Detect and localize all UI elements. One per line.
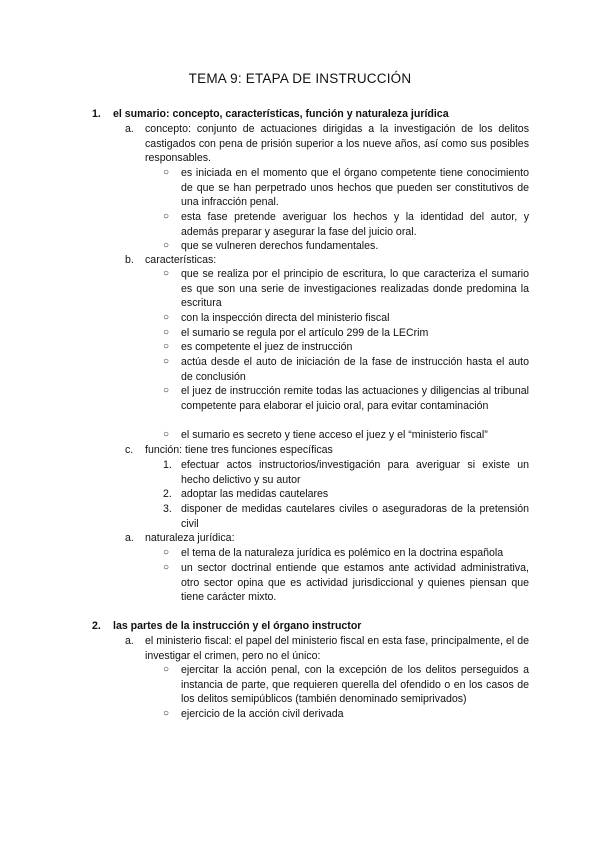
section-heading-1 [92, 107, 512, 122]
bullet-item: ○ es competente el juez de instrucción [163, 341, 353, 353]
list-item-naturaleza: a. naturaleza jurídica: [125, 532, 235, 544]
circle-bullet-icon: ○ [163, 664, 170, 675]
bullet-item: ○ el sumario es secreto y tiene acceso el juez y el “ministerio fiscal” [163, 429, 488, 441]
circle-bullet-icon: ○ [163, 240, 170, 251]
bullet-item: ○ el sumario se regula por el artículo 299 de la LECrim [163, 327, 429, 339]
circle-bullet-icon: ○ [163, 268, 170, 279]
list-item-caracteristicas: b. características: [125, 254, 217, 266]
section-number: 1. [92, 108, 101, 120]
section-number: 2. [92, 620, 101, 632]
circle-bullet-icon: ○ [163, 708, 170, 719]
section-title: el sumario: concepto, características, función y naturaleza jurídica [113, 108, 449, 120]
section-title: las partes de la instrucción y el órgano instructor [113, 620, 362, 632]
circle-bullet-icon: ○ [163, 385, 170, 396]
circle-bullet-icon: ○ [163, 562, 170, 573]
list-item-ministerio-fiscal: a. el ministerio fiscal: el papel del ministerio fiscal en esta fase, principalmente, el de investigar el crimen, pero no el único: [125, 635, 529, 662]
circle-bullet-icon: ○ [163, 356, 170, 367]
circle-bullet-icon: ○ [163, 211, 170, 222]
list-item-concepto: a. concepto: conjunto de actuaciones dirigidas a la investigación de los delitos castigados con pena de prisión superior a los nueve años, así como sus posibles responsables. [125, 123, 529, 165]
bullet-item: ○ que se realiza por el principio de escritura, lo que caracteriza el sumario es que son una serie de investigaciones realizadas donde predomina la escritura [163, 268, 529, 310]
bullet-item: ○ con la inspección directa del ministerio fiscal [163, 312, 390, 324]
bullet-item: ○ ejercitar la acción penal, con la excepción de los delitos perseguidos a instancia de parte, que requieren querella del ofendido o en los casos de los delitos semipúblicos (también denominado semiprivados) [163, 664, 529, 706]
bullet-item: ○ es iniciada en el momento que el órgano competente tiene conocimiento de que se han perpetrado unos hechos que pueden ser constitutivos de una infracción penal. [163, 167, 529, 209]
circle-bullet-icon: ○ [163, 312, 170, 323]
bullet-item: ○ ejercicio de la acción civil derivada [163, 708, 344, 720]
circle-bullet-icon: ○ [163, 429, 170, 440]
bullet-item: ○ actúa desde el auto de iniciación de la fase de instrucción hasta el auto de conclusión [163, 356, 529, 383]
bullet-item: ○ un sector doctrinal entiende que estamos ante actividad administrativa, otro sector opina que es actividad jurisdiccional y quienes piensan que tiene carácter mixto. [163, 562, 529, 604]
bullet-item: ○ que se vulneren derechos fundamentales. [163, 240, 379, 252]
circle-bullet-icon: ○ [163, 167, 170, 178]
bullet-item: ○ el tema de la naturaleza jurídica es polémico en la doctrina española [163, 547, 504, 559]
section-heading-2 [92, 619, 512, 634]
numbered-item: 3. disponer de medidas cautelares civiles o aseguradoras de la pretensión civil [163, 503, 529, 530]
circle-bullet-icon: ○ [163, 547, 170, 558]
numbered-item: 1. efectuar actos instructorios/investigación para averiguar si existe un hecho delictivo y su autor [163, 459, 529, 486]
list-item-funcion: c. función: tiene tres funciones específicas [125, 444, 333, 456]
bullet-item: ○ el juez de instrucción remite todas las actuaciones y diligencias al tribunal competente para elaborar el juicio oral, para evitar contaminación [163, 385, 529, 412]
numbered-item: 2. adoptar las medidas cautelares [163, 488, 329, 500]
circle-bullet-icon: ○ [163, 327, 170, 338]
page-title: TEMA 9: ETAPA DE INSTRUCCIÓN [188, 71, 412, 86]
circle-bullet-icon: ○ [163, 341, 170, 352]
bullet-item: ○ esta fase pretende averiguar los hechos y la identidad del autor, y además preparar y asegurar la fase del juicio oral. [163, 211, 529, 238]
